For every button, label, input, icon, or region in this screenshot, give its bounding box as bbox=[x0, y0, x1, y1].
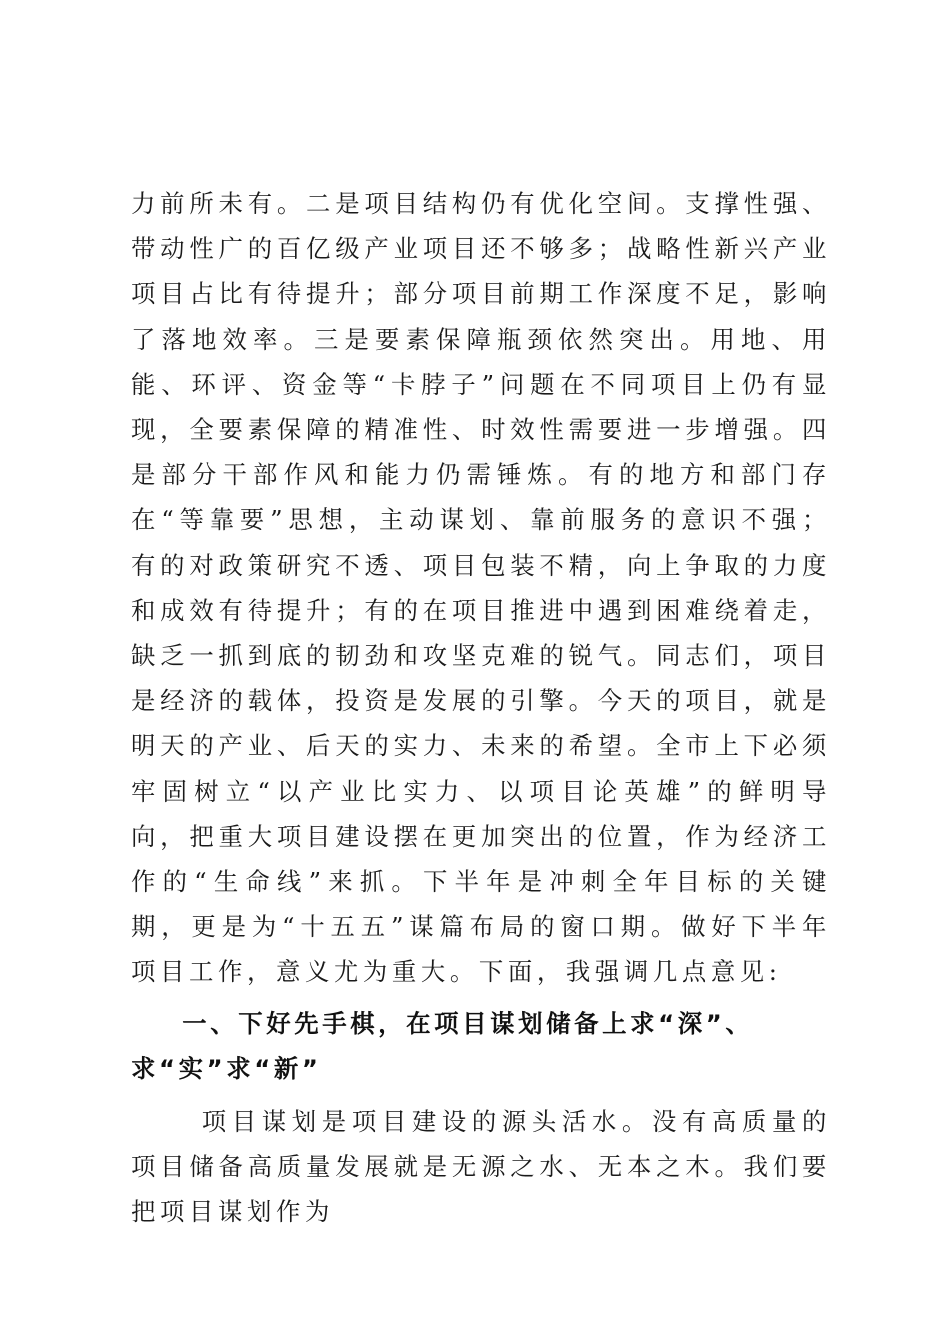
body-paragraph: 力前所未有。二是项目结构仍有优化空间。支撑性强、带动性广的百亿级产业项目还不够多；战略性新兴产业项目占比有待提升；部分项目前期工作深度不足，影响了落地效率。三是要素保障瓶颈依然突出。用地、用能、环评、资金等“卡脖子”问题在不同项目上仍有显现，全要素保障的精准性、时效性需要进一步增强。四是部分干部作风和能力仍需锤炼。有的地方和部门存在“等靠要”思想，主动谋划、靠前服务的意识不强；有的对政策研究不透、项目包装不精，向上争取的力度和成效有待提升；有的在项目推进中遇到困难绕着走，缺乏一抓到底的韧劲和攻坚克难的锐气。同志们，项目是经济的载体，投资是发展的引擎。今天的项目，就是明天的产业、后天的实力、未来的希望。全市上下必须牢固树立“以产业比实力、以项目论英雄”的鲜明导向，把重大项目建设摆在更加突出的位置，作为经济工作的“生命线”来抓。下半年是冲刺全年目标的关键期，更是为“十五五”谋篇布局的窗口期。做好下半年项目工作，意义尤为重大。下面，我强调几点意见: bbox=[131, 189, 831, 987]
body-paragraph-continued: 项目谋划是项目建设的源头活水。没有高质量的项目储备高质量发展就是无源之水、无本之木。我们要把项目谋划作为 bbox=[131, 1107, 831, 1227]
section-heading: 一、下好先手棋，在项目谋划储备上求“深”、求“实”求“新” bbox=[131, 1008, 754, 1083]
